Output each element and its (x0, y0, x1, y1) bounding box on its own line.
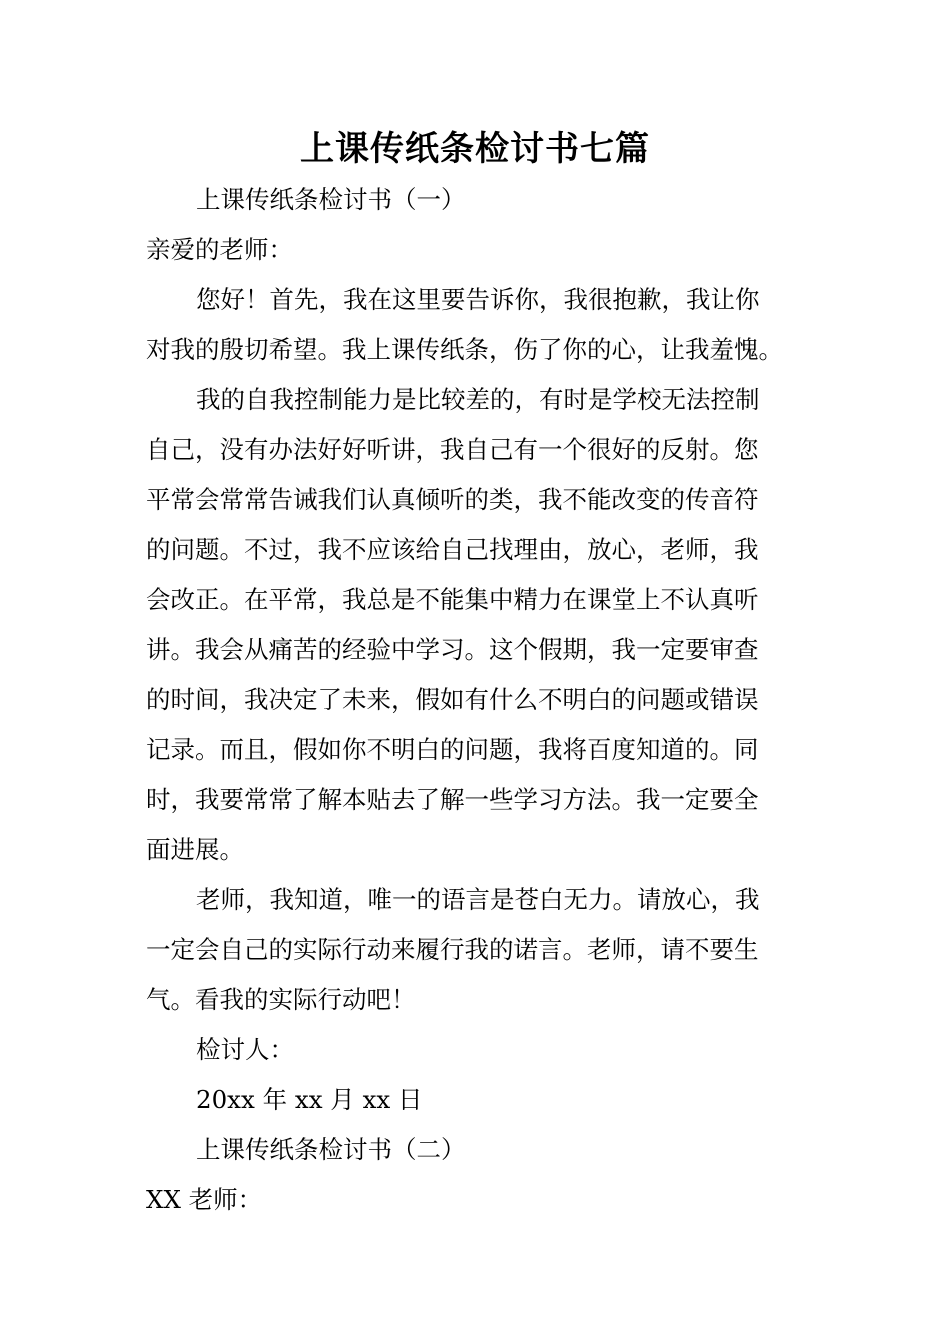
text-line: 上课传纸条检讨书（一） (196, 185, 466, 214)
text-line: 亲爱的老师： (146, 235, 293, 264)
text-line: 时，我要常常了解本贴去了解一些学习方法。我一定要全 (146, 785, 759, 814)
text-line: 讲。我会从痛苦的经验中学习。这个假期，我一定要审查 (146, 635, 759, 664)
text-line: 平常会常常告诫我们认真倾听的类，我不能改变的传音符 (146, 485, 759, 514)
document-body (146, 175, 808, 1225)
text-line: 检讨人： (196, 1035, 294, 1064)
text-line: 气。看我的实际行动吧！ (146, 985, 416, 1014)
text-line: 我的自我控制能力是比较差的，有时是学校无法控制 (196, 385, 760, 414)
text-line: 的时间，我决定了未来，假如有什么不明白的问题或错误 (146, 685, 759, 714)
text-line: 老师，我知道，唯一的语言是苍白无力。请放心，我 (196, 885, 760, 914)
text-line: 一定会自己的实际行动来履行我的诺言。老师，请不要生 (146, 935, 759, 964)
document-title: 上课传纸条检讨书七篇 (300, 129, 650, 169)
text-line: 的问题。不过，我不应该给自己找理由，放心，老师，我 (146, 535, 759, 564)
text-line: 对我的殷切希望。我上课传纸条，伤了你的心，让我羞愧。 (146, 335, 783, 364)
text-line: XX 老师： (146, 1185, 263, 1214)
text-line: 您好！首先，我在这里要告诉你，我很抱歉，我让你 (196, 285, 760, 314)
text-line: 自己，没有办法好好听讲，我自己有一个很好的反射。您 (146, 435, 759, 464)
text-line: 上课传纸条检讨书（二） (196, 1135, 466, 1164)
text-line: 会改正。在平常，我总是不能集中精力在课堂上不认真听 (146, 585, 759, 614)
text-line: 面进展。 (146, 835, 244, 864)
text-line: 20xx 年 xx 月 xx 日 (196, 1085, 423, 1114)
text-line: 记录。而且，假如你不明白的问题，我将百度知道的。同 (146, 735, 759, 764)
